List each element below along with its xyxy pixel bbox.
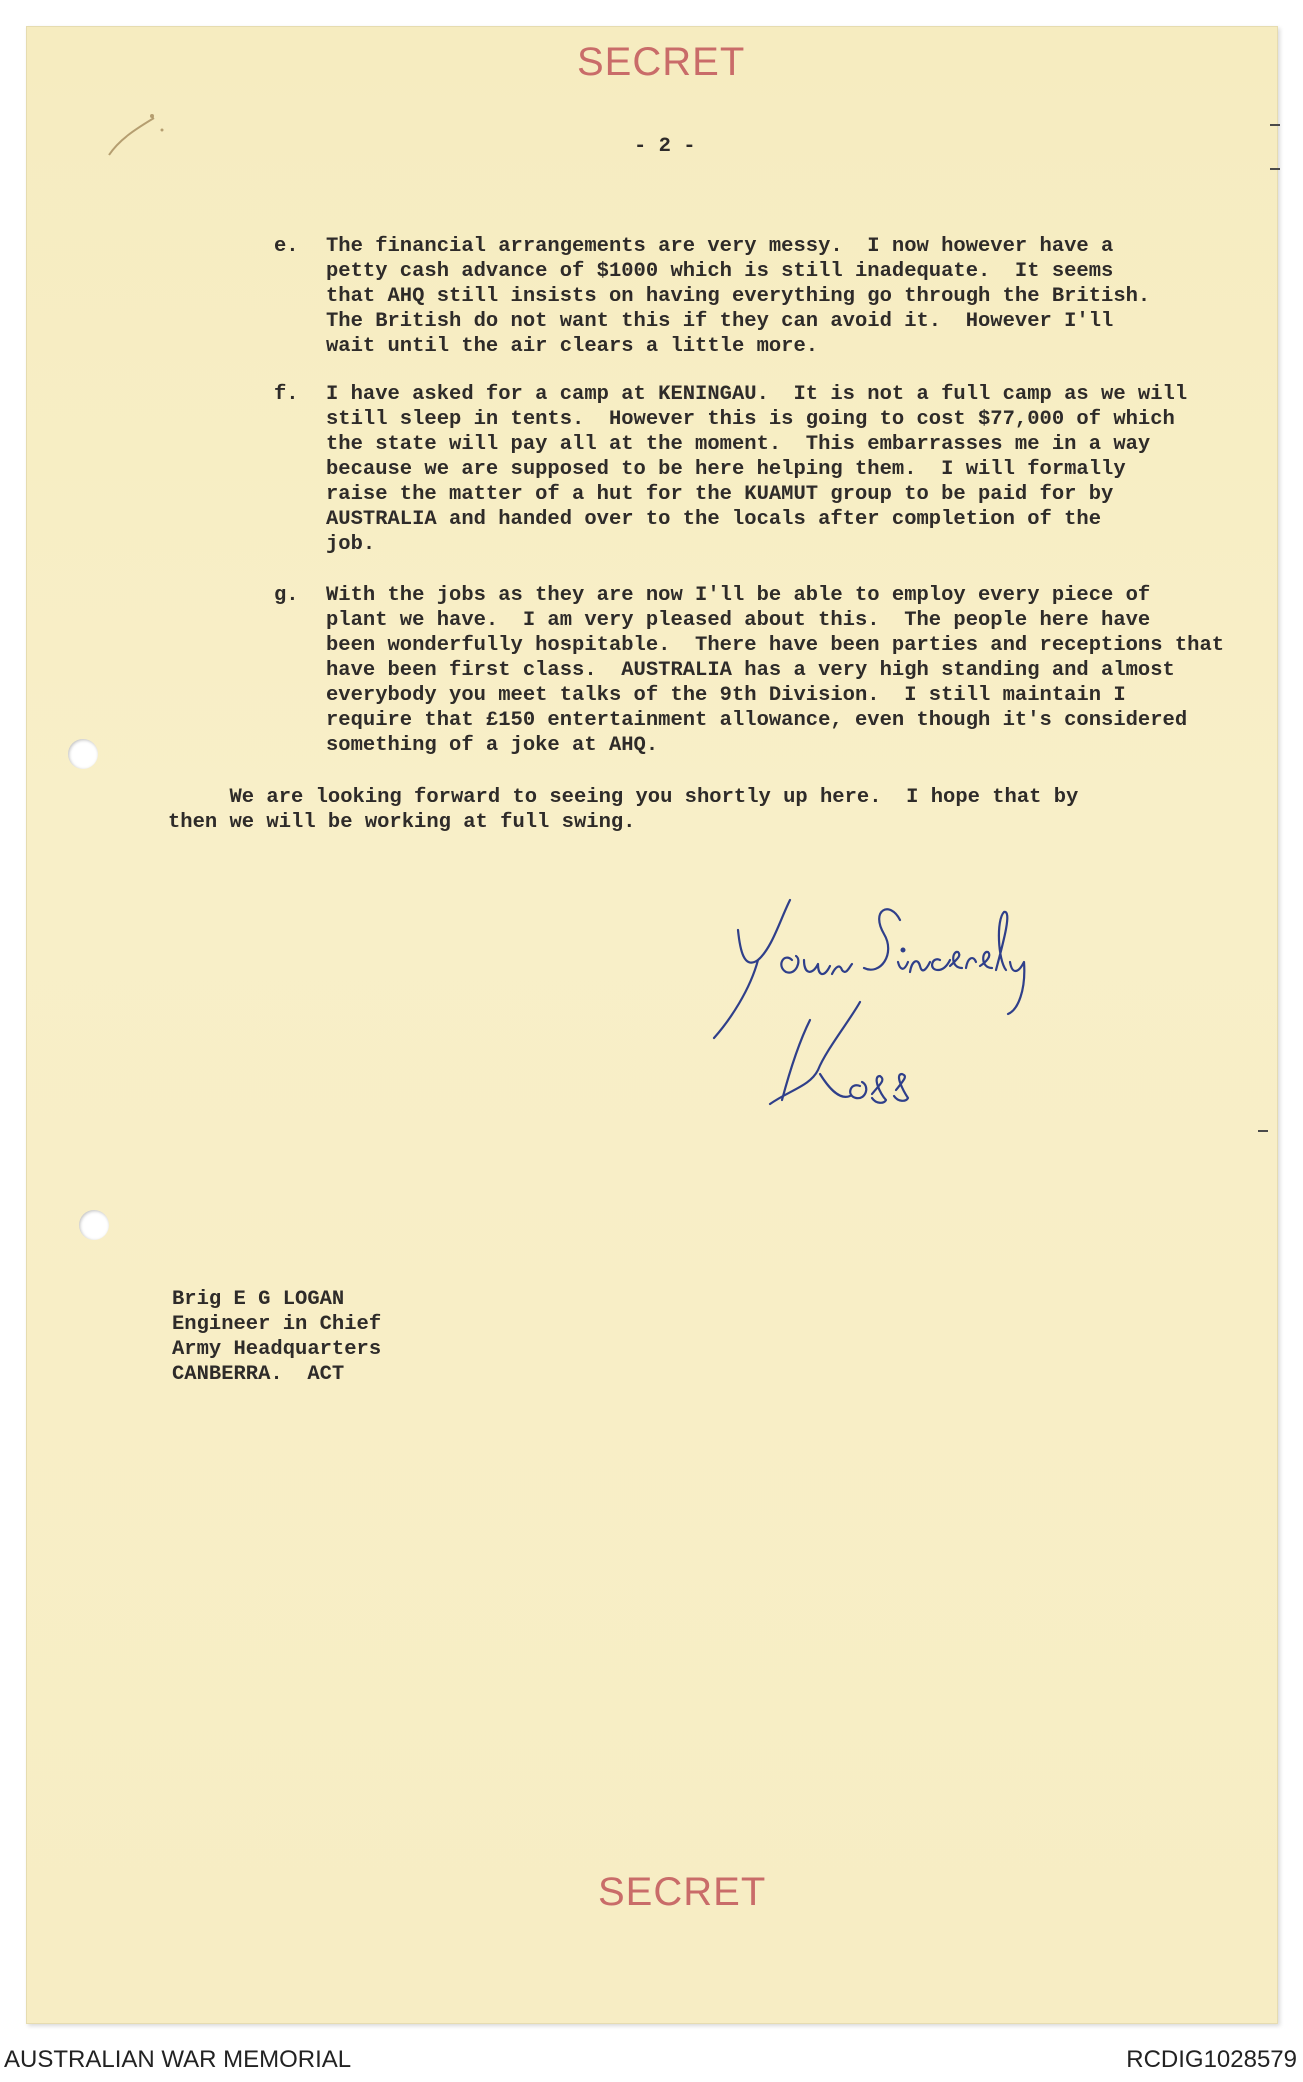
- item-letter: f.: [274, 383, 299, 406]
- item-text: The financial arrangements are very messy. I now however have a petty cash advance of $1000 which is still inadequate. It seems that AHQ still insists on having everything go through the British. The British do not want this if they can avoid it. However I'll wait until the air clears a little more.: [326, 235, 1151, 358]
- secret-stamp-bottom: SECRET: [598, 1870, 767, 1914]
- page-number: - 2 -: [634, 135, 696, 158]
- item-letter: e.: [274, 235, 299, 258]
- punch-hole: [79, 1210, 109, 1240]
- item-text: I have asked for a camp at KENINGAU. It is not a full camp as we will still sleep in tents. However this is going to cost $77,000 of which the state will pay all at the moment. This embarrasses me in a way because we are supposed to be here helping them. I will formally raise the matter of a hut for the KUAMUT group to be paid for by AUSTRALIA and handed over to the locals after completion of the job.: [326, 383, 1188, 556]
- footer-record-id: RCDIG1028579: [1126, 2046, 1297, 2073]
- paper-smudge: [104, 110, 174, 160]
- secret-stamp-top: SECRET: [577, 40, 746, 84]
- handwritten-signature: [700, 890, 1040, 1130]
- addressee-block: Brig E G LOGAN Engineer in Chief Army Headquarters CANBERRA. ACT: [172, 1288, 382, 1386]
- edge-mark: [1270, 168, 1280, 170]
- edge-mark: [1270, 124, 1280, 126]
- edge-mark: [1258, 1130, 1268, 1132]
- closing-paragraph: We are looking forward to seeing you shortly up here. I hope that by then we will be working at full swing.: [168, 786, 1079, 834]
- item-text: With the jobs as they are now I'll be able to employ every piece of plant we have. I am very pleased about this. The people here have been wonderfully hospitable. There have been parties and receptions that have been first class. AUSTRALIA has a very high standing and almost everybody you meet talks of the 9th Division. I still maintain I require that £150 entertainment allowance, even though it's considered something of a joke at AHQ.: [326, 584, 1225, 757]
- punch-hole: [68, 739, 98, 769]
- footer-institution: AUSTRALIAN WAR MEMORIAL: [4, 2046, 352, 2073]
- item-letter: g.: [274, 584, 299, 607]
